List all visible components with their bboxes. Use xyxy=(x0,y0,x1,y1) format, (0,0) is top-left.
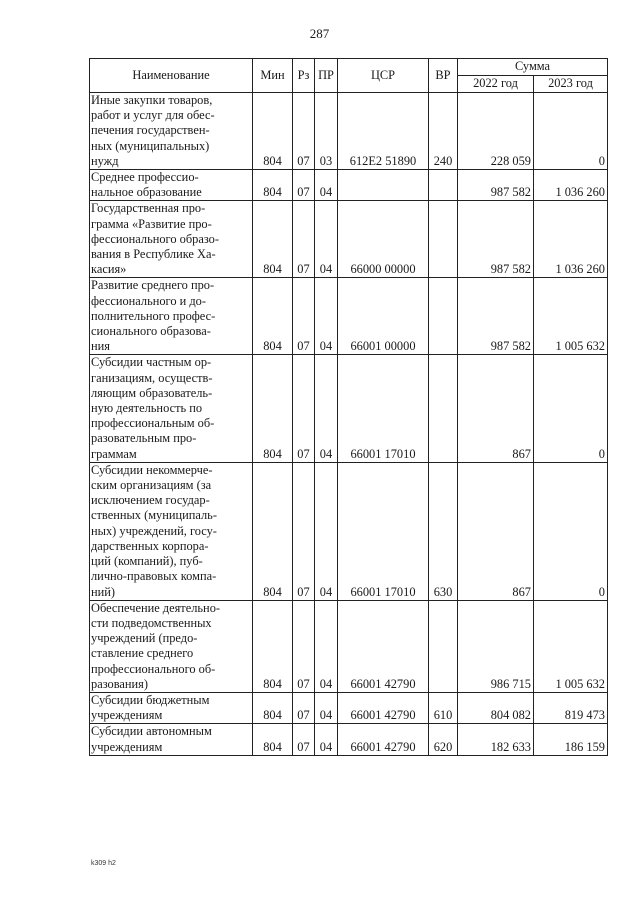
cell-min: 804 xyxy=(253,355,293,462)
row-name-line: полнительного профес- xyxy=(91,308,216,323)
row-name-line: профессиональным об- xyxy=(91,416,215,431)
cell-pr: 04 xyxy=(315,692,338,723)
row-name-line: Субсидии некоммерче- xyxy=(91,462,213,477)
table-row xyxy=(90,462,608,600)
cell-sum-2023: 0 xyxy=(534,93,608,170)
cell-sum-2022: 867 xyxy=(458,462,534,600)
row-name-line: ставление среднего xyxy=(91,646,194,661)
row-name xyxy=(90,600,253,692)
cell-vr: 240 xyxy=(429,93,458,170)
row-name-line: ственных (муниципаль- xyxy=(91,508,217,523)
row-name-line: Субсидии автономным xyxy=(91,724,212,739)
cell-sum-2022: 987 582 xyxy=(458,201,534,278)
row-name xyxy=(90,170,253,201)
row-name-line: учреждениям xyxy=(91,708,163,723)
cell-sum-2022: 987 582 xyxy=(458,170,534,201)
row-name-line: Среднее профессио- xyxy=(91,170,199,185)
cell-rz: 07 xyxy=(293,355,315,462)
cell-sum-2022: 987 582 xyxy=(458,278,534,355)
row-name-line: исключением государ- xyxy=(91,493,210,508)
row-name-line: ций (компаний), пуб- xyxy=(91,554,203,569)
row-name-line: грамма «Развитие про- xyxy=(91,216,212,231)
row-name-line: сти подведомственных xyxy=(91,615,212,630)
cell-vr xyxy=(429,170,458,201)
row-name-line: ных (муниципальных) xyxy=(91,138,210,153)
header-year-2022: 2022 год xyxy=(458,76,534,93)
cell-rz: 07 xyxy=(293,278,315,355)
cell-csr xyxy=(338,170,429,201)
cell-sum-2022: 182 633 xyxy=(458,724,534,755)
cell-rz: 07 xyxy=(293,462,315,600)
cell-csr: 66001 42790 xyxy=(338,724,429,755)
row-name-line: учреждений (предо- xyxy=(91,631,198,646)
row-name-line: Иные закупки товаров, xyxy=(91,93,213,107)
row-name-line: фессионального образо- xyxy=(91,231,219,246)
cell-csr: 66001 00000 xyxy=(338,278,429,355)
row-name-line: ную деятельность по xyxy=(91,401,203,416)
footer-code: k309 h2 xyxy=(91,860,116,867)
header-year-2023: 2023 год xyxy=(534,76,608,93)
row-name-line: вания в Республике Ха- xyxy=(91,247,216,262)
row-name-line: разовательным про- xyxy=(91,431,197,446)
row-name-line: ским организациям (за xyxy=(91,478,212,493)
row-name-line: ганизациям, осуществ- xyxy=(91,370,213,385)
table-row xyxy=(90,93,608,170)
row-name-line: ний) xyxy=(91,584,116,599)
cell-min: 804 xyxy=(253,201,293,278)
cell-vr xyxy=(429,355,458,462)
header-sum: Сумма xyxy=(458,59,608,76)
cell-pr: 04 xyxy=(315,462,338,600)
cell-pr: 03 xyxy=(315,93,338,170)
row-name-line: дарственных корпора- xyxy=(91,538,209,553)
header-min: Мин xyxy=(253,59,293,93)
cell-sum-2023: 0 xyxy=(534,462,608,600)
header-rz: Рз xyxy=(293,59,315,93)
row-name-line: Государственная про- xyxy=(91,201,206,216)
table-header xyxy=(90,59,608,93)
cell-sum-2022: 228 059 xyxy=(458,93,534,170)
row-name-line: ных) учреждений, госу- xyxy=(91,523,217,538)
table-row xyxy=(90,692,608,723)
row-name-line: фессионального и до- xyxy=(91,293,206,308)
header-vr: ВР xyxy=(429,59,458,93)
table-body xyxy=(90,93,608,756)
cell-rz: 07 xyxy=(293,692,315,723)
row-name-line: Обеспечение деятельно- xyxy=(91,600,221,615)
cell-sum-2022: 867 xyxy=(458,355,534,462)
row-name xyxy=(90,201,253,278)
cell-min: 804 xyxy=(253,692,293,723)
cell-csr: 66001 42790 xyxy=(338,600,429,692)
cell-csr: 66001 17010 xyxy=(338,462,429,600)
row-name-line: нужд xyxy=(91,153,119,168)
table-row xyxy=(90,724,608,755)
page-number: 287 xyxy=(309,26,330,41)
table-row xyxy=(90,355,608,462)
row-name-line: сионального образова- xyxy=(91,324,211,339)
cell-rz: 07 xyxy=(293,170,315,201)
cell-vr xyxy=(429,201,458,278)
cell-rz: 07 xyxy=(293,201,315,278)
cell-sum-2023: 1 005 632 xyxy=(534,600,608,692)
row-name xyxy=(90,278,253,355)
cell-vr xyxy=(429,600,458,692)
row-name xyxy=(90,93,253,170)
cell-pr: 04 xyxy=(315,600,338,692)
cell-rz: 07 xyxy=(293,724,315,755)
table-row xyxy=(90,600,608,692)
cell-vr xyxy=(429,278,458,355)
row-name-line: нальное образование xyxy=(91,185,202,200)
row-name xyxy=(90,692,253,723)
cell-min: 804 xyxy=(253,93,293,170)
row-name-line: граммам xyxy=(91,446,137,461)
row-name-line: учреждениям xyxy=(91,739,163,754)
cell-rz: 07 xyxy=(293,93,315,170)
cell-pr: 04 xyxy=(315,355,338,462)
cell-sum-2023: 186 159 xyxy=(534,724,608,755)
header-name: Наименование xyxy=(90,59,253,93)
row-name-line: Субсидии частным ор- xyxy=(91,355,212,370)
cell-csr: 66000 00000 xyxy=(338,201,429,278)
budget-table xyxy=(89,58,608,756)
cell-rz: 07 xyxy=(293,600,315,692)
cell-min: 804 xyxy=(253,278,293,355)
cell-pr: 04 xyxy=(315,724,338,755)
row-name-line: разования) xyxy=(91,676,148,691)
cell-csr: 612Е2 51890 xyxy=(338,93,429,170)
cell-min: 804 xyxy=(253,462,293,600)
cell-sum-2022: 986 715 xyxy=(458,600,534,692)
row-name xyxy=(90,462,253,600)
row-name-line: профессионального об- xyxy=(91,661,216,676)
row-name-line: работ и услуг для обес- xyxy=(91,108,215,123)
row-name-line: ния xyxy=(91,339,110,354)
cell-csr: 66001 17010 xyxy=(338,355,429,462)
cell-min: 804 xyxy=(253,600,293,692)
cell-sum-2023: 1 036 260 xyxy=(534,201,608,278)
row-name-line: печения государствен- xyxy=(91,123,210,138)
table-row xyxy=(90,170,608,201)
row-name-line: лично-правовых компа- xyxy=(91,569,217,584)
table-row xyxy=(90,201,608,278)
cell-pr: 04 xyxy=(315,170,338,201)
row-name-line: ляющим образователь- xyxy=(91,385,213,400)
table-row xyxy=(90,278,608,355)
row-name-line: Субсидии бюджетным xyxy=(91,692,210,707)
cell-vr: 630 xyxy=(429,462,458,600)
row-name xyxy=(90,724,253,755)
cell-sum-2022: 804 082 xyxy=(458,692,534,723)
row-name-line: Развитие среднего про- xyxy=(91,278,215,293)
cell-pr: 04 xyxy=(315,201,338,278)
cell-csr: 66001 42790 xyxy=(338,692,429,723)
cell-sum-2023: 1 005 632 xyxy=(534,278,608,355)
cell-min: 804 xyxy=(253,724,293,755)
cell-sum-2023: 1 036 260 xyxy=(534,170,608,201)
cell-pr: 04 xyxy=(315,278,338,355)
row-name xyxy=(90,355,253,462)
cell-vr: 610 xyxy=(429,692,458,723)
cell-min: 804 xyxy=(253,170,293,201)
cell-vr: 620 xyxy=(429,724,458,755)
row-name-line: касия» xyxy=(91,262,127,277)
cell-sum-2023: 0 xyxy=(534,355,608,462)
cell-sum-2023: 819 473 xyxy=(534,692,608,723)
header-csr: ЦСР xyxy=(338,59,429,93)
header-pr: ПР xyxy=(315,59,338,93)
